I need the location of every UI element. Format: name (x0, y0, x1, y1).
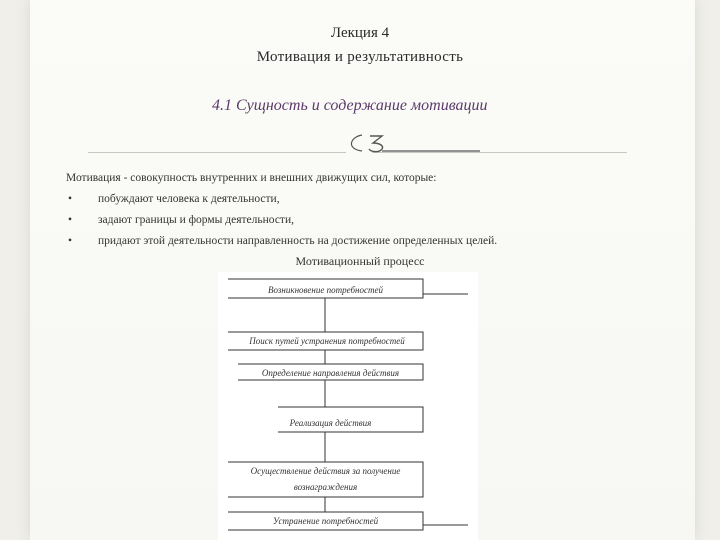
definition-intro: Мотивация - совокупность внутренних и внешних движущих сил, которые: (66, 172, 437, 184)
step-label-6: Устранение потребностей (272, 516, 379, 526)
step-label-5a: Осуществление действия за получение (250, 466, 401, 476)
list-item (66, 210, 686, 231)
motivation-process-diagram (218, 272, 478, 540)
list-item (66, 189, 686, 210)
diagram-title: Мотивационный процесс (295, 254, 425, 268)
diagram-lines (218, 272, 478, 540)
list-item-text: придают этой деятельности направленность на достижение определенных целей. (98, 235, 498, 247)
list-item (66, 231, 686, 252)
step-label-1: Возникновение потребностей (268, 285, 383, 295)
lecture-label: Лекция 4 (330, 25, 390, 41)
list-item-text: побуждают человека к деятельности, (98, 193, 280, 205)
bullet-icon: • (68, 214, 73, 226)
divider-flourish-icon (340, 132, 490, 154)
bullet-icon: • (68, 235, 73, 247)
step-label-3: Определение направления действия (261, 368, 400, 378)
step-label-5b: вознаграждения (293, 482, 358, 492)
course-title: Мотивация и результативность (256, 49, 464, 65)
list-item-text: задают границы и формы деятельности, (98, 214, 294, 226)
definition-block (66, 168, 686, 252)
divider-line-left (88, 152, 346, 153)
step-label-4: Реализация действия (289, 418, 372, 428)
step-label-2: Поиск путей устранения потребностей (249, 336, 405, 346)
section-title: 4.1 Сущность и содержание мотивации (212, 97, 488, 114)
bullet-icon: • (68, 193, 73, 205)
